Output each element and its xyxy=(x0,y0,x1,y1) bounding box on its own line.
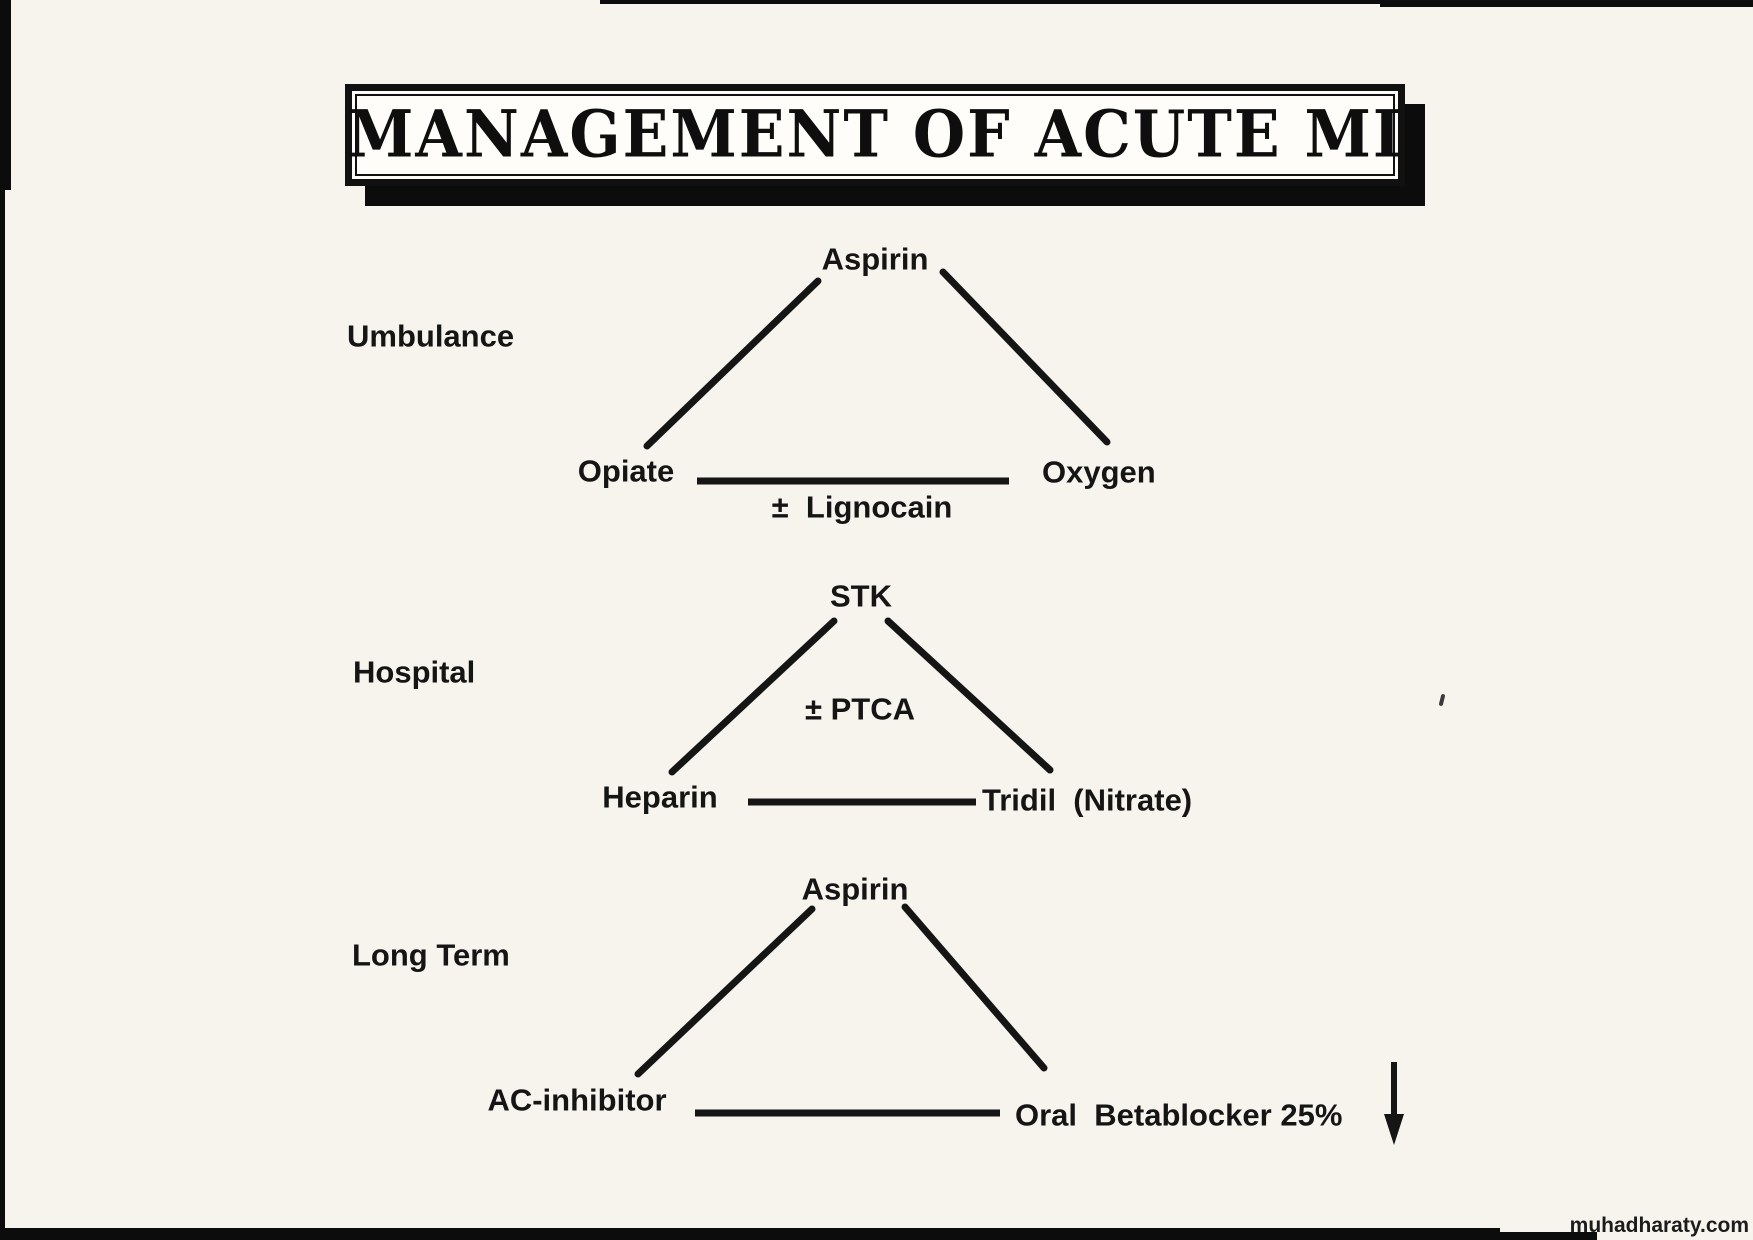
down-arrow-icon xyxy=(1384,1114,1404,1145)
triangle1-right-edge xyxy=(943,272,1107,442)
watermark-text: muhadharaty.com xyxy=(1569,1214,1749,1237)
t3-right-label: Oral Betablocker 25% xyxy=(1015,1097,1343,1133)
t3-phase-label: Long Term xyxy=(352,937,510,973)
t2-apex-label: STK xyxy=(830,578,892,614)
t1-phase-label: Umbulance xyxy=(347,318,515,354)
page-title: MANAGEMENT OF ACUTE MI xyxy=(347,97,1404,173)
t2-right-label: Tridil (Nitrate) xyxy=(982,782,1193,818)
triangle3-left-edge xyxy=(638,909,812,1074)
t3-left-label: AC-inhibitor xyxy=(487,1082,667,1118)
t1-apex-label: Aspirin xyxy=(821,241,929,277)
t2-annotation-label: ± PTCA xyxy=(804,691,916,727)
t1-annotation-label: ± Lignocain xyxy=(771,489,953,525)
t2-phase-label: Hospital xyxy=(353,654,476,690)
triangle3-right-edge xyxy=(905,907,1044,1068)
t1-left-label: Opiate xyxy=(577,453,675,489)
t2-left-label: Heparin xyxy=(602,779,718,815)
triangle1-left-edge xyxy=(647,281,818,446)
t3-apex-label: Aspirin xyxy=(801,871,909,907)
t1-right-label: Oxygen xyxy=(1042,454,1156,490)
